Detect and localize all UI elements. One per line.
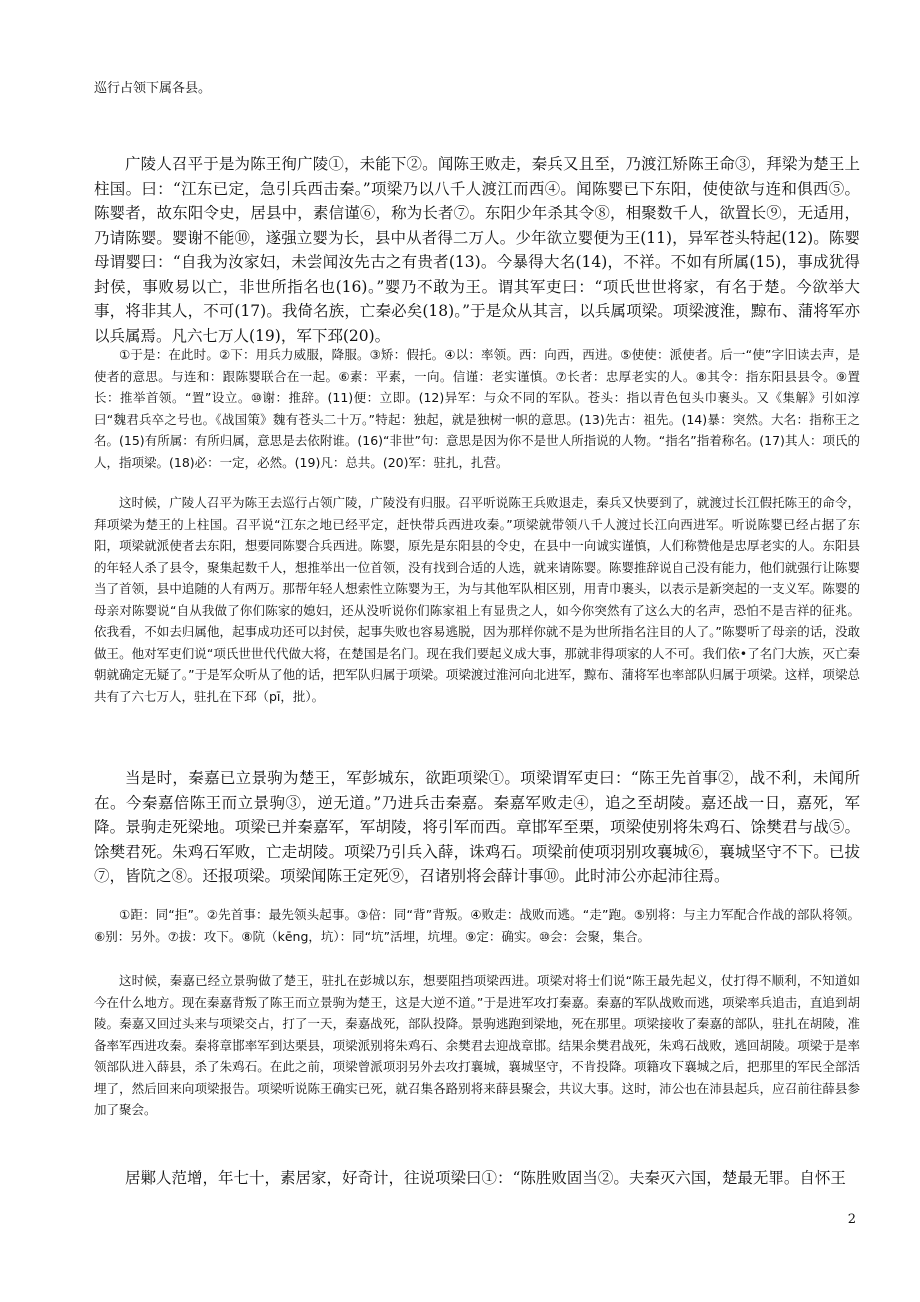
section-2-translation: 这时候，秦嘉已经立景驹做了楚王，驻扎在彭城以东，想要阻挡项梁西进。项梁对将士们说“陈王最先起义，仗打得不顺利，不知道如今在什么地方。现在秦嘉背叛了陈王而立景驹为楚王，这是大逆不道。”于是进军攻打秦嘉。秦嘉的军队战败而逃，项梁率兵追击，直追到胡陵。秦嘉又回过头来与项梁交占，打了一天，秦嘉战死，部队投降。景驹逃跑到梁地，死在那里。项梁接收了秦嘉的部队，驻扎在胡陵，准备率军西进攻秦。秦将章邯率军到达栗县，项梁派别将朱鸡石、余樊君去迎战章邯。结果余樊君战死，朱鸡石战败，逃回胡陵。项梁于是率领部队进入薛县，杀了朱鸡石。在此之前，项梁曾派项羽另外去攻打襄城，襄城坚守，不肯投降。项籍攻下襄城之后，把那里的军民全部活埋了，然后回来向项梁报告。项梁听说陈王确实已死，就召集各路别将来薛县聚会，共议大事。这时，沛公也在沛县起兵，应召前往薛县参加了聚会。 [94,973,860,1117]
section-1-notes: ①于是：在此时。②下：用兵力威服，降服。③矫：假托。④以：率领。西：向西，西进。⑤使使：派使者。后一“使”字旧读去声，是使者的意思。与连和：跟陈婴联合在一起。⑥素：平素，一向。信谨：老实谨慎。⑦长者：忠厚老实的人。⑧其令：指东阳县县令。⑨置长：推举首领。“置”设立。⑩谢：推辞。(11)便：立即。(12)异军：与众不同的军队。苍头：指以青色包头巾裹头。又《集解》引如淳曰“魏君兵卒之号也。《战国策》魏有苍头二十万。”特起：独起，就是独树一帜的意思。(13)先古：祖先。(14)暴：突然。大名：指称王之名。(15)有所属：有所归属，意思是去依附谁。(16)“非世”句：意思是因为你不是世人所指说的人物。“指名”指着称名。(17)其人：项氏的人，指项梁。(18)必：一定，必然。(19)凡：总共。(20)军：驻扎，扎营。 [94,347,860,470]
section-1-original: 广陵人召平于是为陈王徇广陵①，未能下②。闻陈王败走，秦兵又且至，乃渡江矫陈王命③，拜梁为楚王上柱国。曰：“江东已定，急引兵西击秦。”项梁乃以八千人渡江而西④。闻陈婴已下东阳，使使欲与连和俱西⑤。陈婴者，故东阳令史，居县中，素信谨⑥，称为长者⑦。东阳少年杀其令⑧，相聚数千人，欲置长⑨，无适用，乃请陈婴。婴谢不能⑩，遂强立婴为长，县中从者得二万人。少年欲立婴便为王(11)，异军苍头特起(12)。陈婴母谓婴曰：“自我为汝家妇，未尝闻汝先古之有贵者(13)。今暴得大名(14)，不祥。不如有所属(15)，事成犹得封侯，事败易以亡，非世所指名也(16)。”婴乃不敢为王。谓其军吏曰：“项氏世世将家，有名于楚。今欲举大事，将非其人，不可(17)。我倚名族，亡秦必矣(18)。”于是众从其言，以兵属项梁。项梁渡淮，黥布、蒲将军亦以兵属焉。凡六七万人(19)，军下邳(20)。 [94,155,860,345]
intro-line: 巡行占领下属各县。 [94,81,212,96]
section-2-original: 当是时，秦嘉已立景驹为楚王，军彭城东，欲距项梁①。项梁谓军吏曰：“陈王先首事②，战不利，未闻所在。今秦嘉倍陈王而立景驹③，逆无道。”乃进兵击秦嘉。秦嘉军败走④，追之至胡陵。嘉还战一日，嘉死，军降。景驹走死梁地。项梁已并秦嘉军，军胡陵，将引军而西。章邯军至栗，项梁使别将朱鸡石、馀樊君与战⑤。馀樊君死。朱鸡石军败，亡走胡陵。项梁乃引兵入薛，诛鸡石。项梁前使项羽别攻襄城⑥，襄城坚守不下。已拔⑦，皆阬之⑧。还报项梁。项梁闻陈王定死⑨，召诸别将会薛计事⑩。此时沛公亦起沛往焉。 [94,769,860,885]
section-2-notes: ①距：同“拒”。②先首事：最先领头起事。③倍：同“背”背叛。④败走：战败而逃。“走”跑。⑤别将：与主力军配合作战的部队将领。⑥别：另外。⑦拔：攻下。⑧阬（kēng，坑）：同“坑”活埋，坑埋。⑨定：确实。⑩会：会聚，集合。 [94,907,860,944]
section-1-translation: 这时候，广陵人召平为陈王去巡行占领广陵，广陵没有归服。召平听说陈王兵败退走，秦兵又快要到了，就渡过长江假托陈王的命令，拜项梁为楚王的上柱国。召平说“江东之地已经平定，赶快带兵西进攻秦。”项梁就带领八千人渡过长江向西进军。听说陈婴已经占据了东阳，项梁就派使者去东阳，想要同陈婴合兵西进。陈婴，原先是东阳县的令史，在县中一向诚实谨慎，人们称赞他是忠厚老实的人。东阳县的年轻人杀了县令，聚集起数千人，想推举出一位首领，没有找到合适的人选，就来请陈婴。陈婴推辞说自己没有能力，他们就强行让陈婴当了首领，县中追随的人有两万。那帮年轻人想索性立陈婴为王，为与其他军队相区别，用青巾裹头，以表示是新突起的一支义军。陈婴的母亲对陈婴说“自从我做了你们陈家的媳妇，还从没听说你们陈家祖上有显贵之人，如今你突然有了这么大的名声，恐怕不是吉祥的征兆。依我看，不如去归属他，起事成功还可以封侯，起事失败也容易逃脱，因为那样你就不是为世所指名注目的人了。”陈婴听了母亲的话，没敢做王。他对军吏们说“项氏世世代代做大将，在楚国是名门。现在我们要起义成大事，那就非得项家的人不可。我们依•了名门大族，灭亡秦朝就确定无疑了。”于是军众听从了他的话，把军队归属于项梁。项梁渡过淮河向北进军，黥布、蒲将军也率部队归属于项梁。这样，项梁总共有了六七万人，驻扎在下邳（pī，批）。 [94,495,860,704]
section-3-original: 居鄛人范增，年七十，素居家，好奇计，往说项梁曰①：“陈胜败固当②。夫秦灭六国，楚最无罪。自怀王 [125,1169,846,1187]
page-number: 2 [847,1212,856,1227]
